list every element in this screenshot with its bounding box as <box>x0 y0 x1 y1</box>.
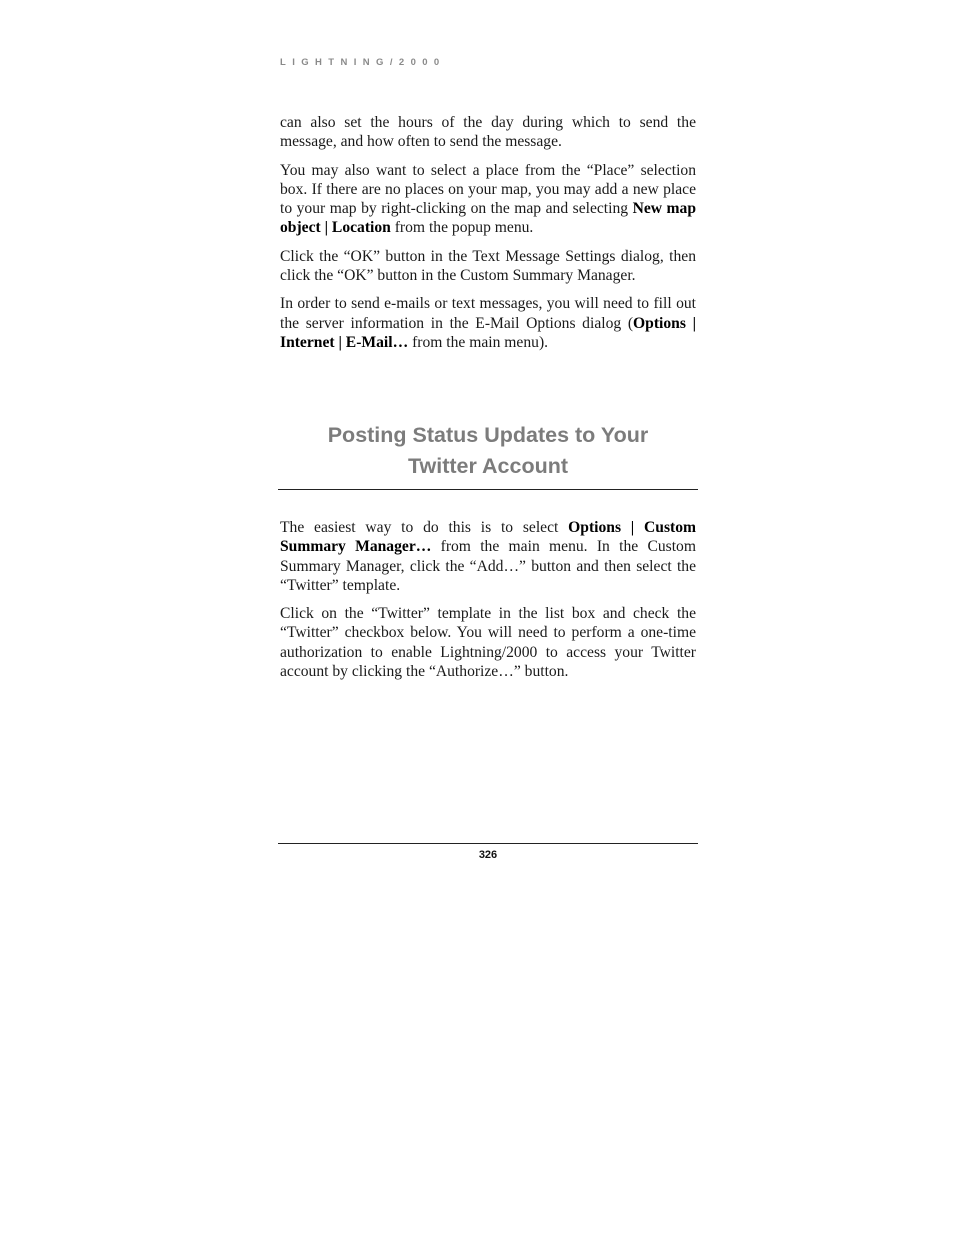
running-header: LIGHTNING/2000 <box>280 57 446 68</box>
section-heading <box>278 420 698 482</box>
paragraph-text: In order to send e-mails or text messages, you will need to fill out the server information in the E-Mail Options dialog ( <box>280 295 696 332</box>
paragraph-custom-summary <box>280 518 696 595</box>
footer-divider <box>278 843 698 844</box>
body-text-top <box>280 113 696 361</box>
paragraph-text: from the main menu). <box>408 333 549 351</box>
heading-divider <box>278 489 698 490</box>
menu-path-custom-summary-manager: Options | Custom Summary Manager… <box>280 519 697 556</box>
paragraph-text: from the main menu. In the Custom Summary Manager, click the “Add…” button and then select the “Twitter” template. <box>280 538 696 594</box>
paragraph-text: Click on the “Twitter” template in the list box and check the “Twitter” checkbox below. You will need to perform a one-time authorization to enable Lightning/2000 to access your Twitter account by clicking the “Authorize…” button. <box>280 605 696 681</box>
paragraph-email-server <box>280 294 696 352</box>
menu-path-new-map-object: New map object | Location <box>280 200 696 237</box>
section-heading-line-1: Posting Status Updates to Your <box>327 423 649 447</box>
body-text-bottom <box>280 518 696 690</box>
paragraph-text: Click the “OK” button in the Text Message Settings dialog, then click the “OK” button in the Custom Summary Manager. <box>280 247 696 285</box>
page-number: 326 <box>478 849 498 861</box>
paragraph-text: The easiest way to do this is to select <box>280 519 569 536</box>
paragraph-text: from the popup menu. <box>390 219 534 237</box>
paragraph-twitter-authorize <box>280 604 696 681</box>
paragraph-place-selection <box>280 161 696 238</box>
paragraph-send-hours <box>280 113 696 152</box>
paragraph-text: You may also want to select a place from the “Place” selection box. If there are no places on your map, you may add a new place to your map by right-clicking on the map and selecting <box>280 161 696 218</box>
paragraph-text: can also set the hours of the day during which to send the message, and how often to send the message. <box>280 114 696 151</box>
paragraph-ok-buttons <box>280 247 696 286</box>
section-heading-line-2: Twitter Account <box>407 454 569 478</box>
menu-path-email-options: Options | Internet | E-Mail… <box>280 314 696 351</box>
